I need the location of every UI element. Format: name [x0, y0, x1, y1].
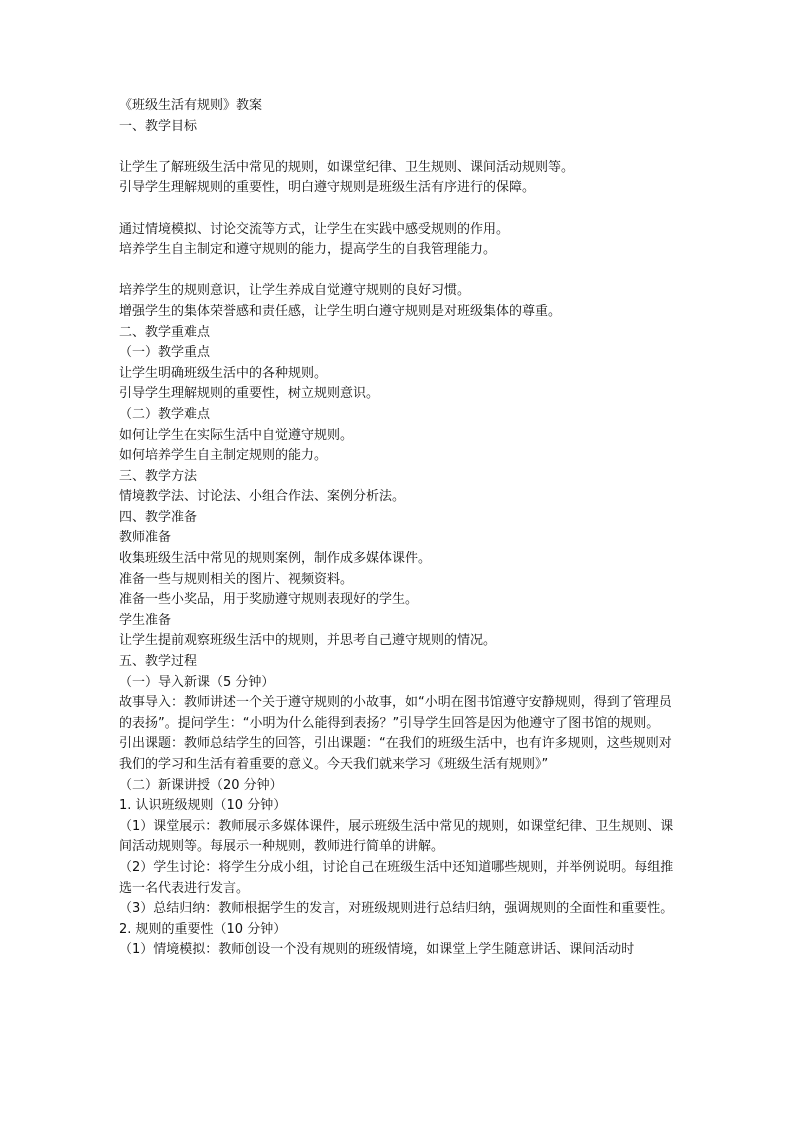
paragraph: 如何让学生在实际生活中自觉遵守规则。 [119, 427, 354, 443]
paragraph: 引出课题：教师总结学生的回答，引出课题：“在我们的班级生活中，也有许多规则，这些规则对我们的学习和生活有着重要的意义。今天我们就来学习《班级生活有规则》” [119, 736, 672, 772]
paragraph: 收集班级生活中常见的规则案例，制作成多媒体课件。 [119, 551, 432, 567]
item-heading-importance: 2. 规则的重要性（10 分钟） [119, 921, 287, 937]
section-heading-methods: 三、教学方法 [119, 468, 198, 484]
paragraph: 故事导入：教师讲述一个关于遵守规则的小故事，如“小明在图书馆遵守安静规则，得到了管理员的表扬”。提问学生：“小明为什么能得到表扬？”引导学生回答是因为他遵守了图书馆的规则。 [119, 695, 672, 731]
subsection-heading-intro: （一）导入新课（5 分钟） [119, 674, 275, 690]
paragraph: 情境教学法、讨论法、小组合作法、案例分析法。 [119, 489, 406, 505]
paragraph: 如何培养学生自主制定规则的能力。 [119, 448, 328, 464]
paragraph: 准备一些小奖品，用于奖励遵守规则表现好的学生。 [119, 592, 419, 608]
paragraph: 让学生了解班级生活中常见的规则，如课堂纪律、卫生规则、课间活动规则等。 [119, 159, 575, 175]
paragraph: （1）情境模拟：教师创设一个没有规则的班级情境，如课堂上学生随意讲话、课间活动时 [119, 942, 635, 958]
blank-line [119, 137, 679, 158]
paragraph: （2）学生讨论：将学生分成小组，讨论自己在班级生活中还知道哪些规则，并举例说明。每组推选一名代表进行发言。 [119, 859, 674, 896]
document-title: 《班级生活有规则》教案 [119, 98, 263, 113]
paragraph: 通过情境模拟、讨论交流等方式，让学生在实践中感受规则的作用。 [119, 221, 510, 237]
blank-line [119, 199, 679, 220]
subsection-heading-key: （一）教学重点 [119, 345, 211, 361]
subsection-heading-teacher-prep: 教师准备 [119, 530, 172, 546]
paragraph: 让学生明确班级生活中的各种规则。 [119, 365, 328, 381]
item-heading-know-rules: 1. 认识班级规则（10 分钟） [119, 798, 287, 814]
section-heading-preparation: 四、教学准备 [119, 509, 198, 525]
paragraph: （1）课堂展示：教师展示多媒体课件，展示班级生活中常见的规则，如课堂纪律、卫生规则、课间活动规则等。每展示一种规则，教师进行简单的讲解。 [119, 818, 674, 855]
subsection-heading-new-lesson: （二）新课讲授（20 分钟） [119, 777, 283, 793]
section-heading-key-difficult: 二、教学重难点 [119, 324, 211, 340]
paragraph: 引导学生理解规则的重要性，明白遵守规则是班级生活有序进行的保障。 [119, 180, 536, 196]
subsection-heading-difficult: （二）教学难点 [119, 406, 211, 422]
paragraph: 准备一些与规则相关的图片、视频资料。 [119, 571, 354, 587]
document-body [119, 96, 679, 961]
paragraph: 增强学生的集体荣誉感和责任感，让学生明白遵守规则是对班级集体的尊重。 [119, 303, 562, 319]
blank-line [119, 261, 679, 282]
paragraph: 培养学生的规则意识，让学生养成自觉遵守规则的良好习惯。 [119, 283, 471, 299]
paragraph: 引导学生理解规则的重要性，树立规则意识。 [119, 386, 380, 402]
section-heading-process: 五、教学过程 [119, 654, 198, 670]
paragraph: （3）总结归纳：教师根据学生的发言，对班级规则进行总结归纳，强调规则的全面性和重要性。 [119, 901, 674, 917]
subsection-heading-student-prep: 学生准备 [119, 612, 172, 628]
paragraph: 培养学生自主制定和遵守规则的能力，提高学生的自我管理能力。 [119, 242, 497, 258]
paragraph: 让学生提前观察班级生活中的规则，并思考自己遵守规则的情况。 [119, 633, 497, 649]
section-heading-objectives: 一、教学目标 [119, 118, 198, 134]
